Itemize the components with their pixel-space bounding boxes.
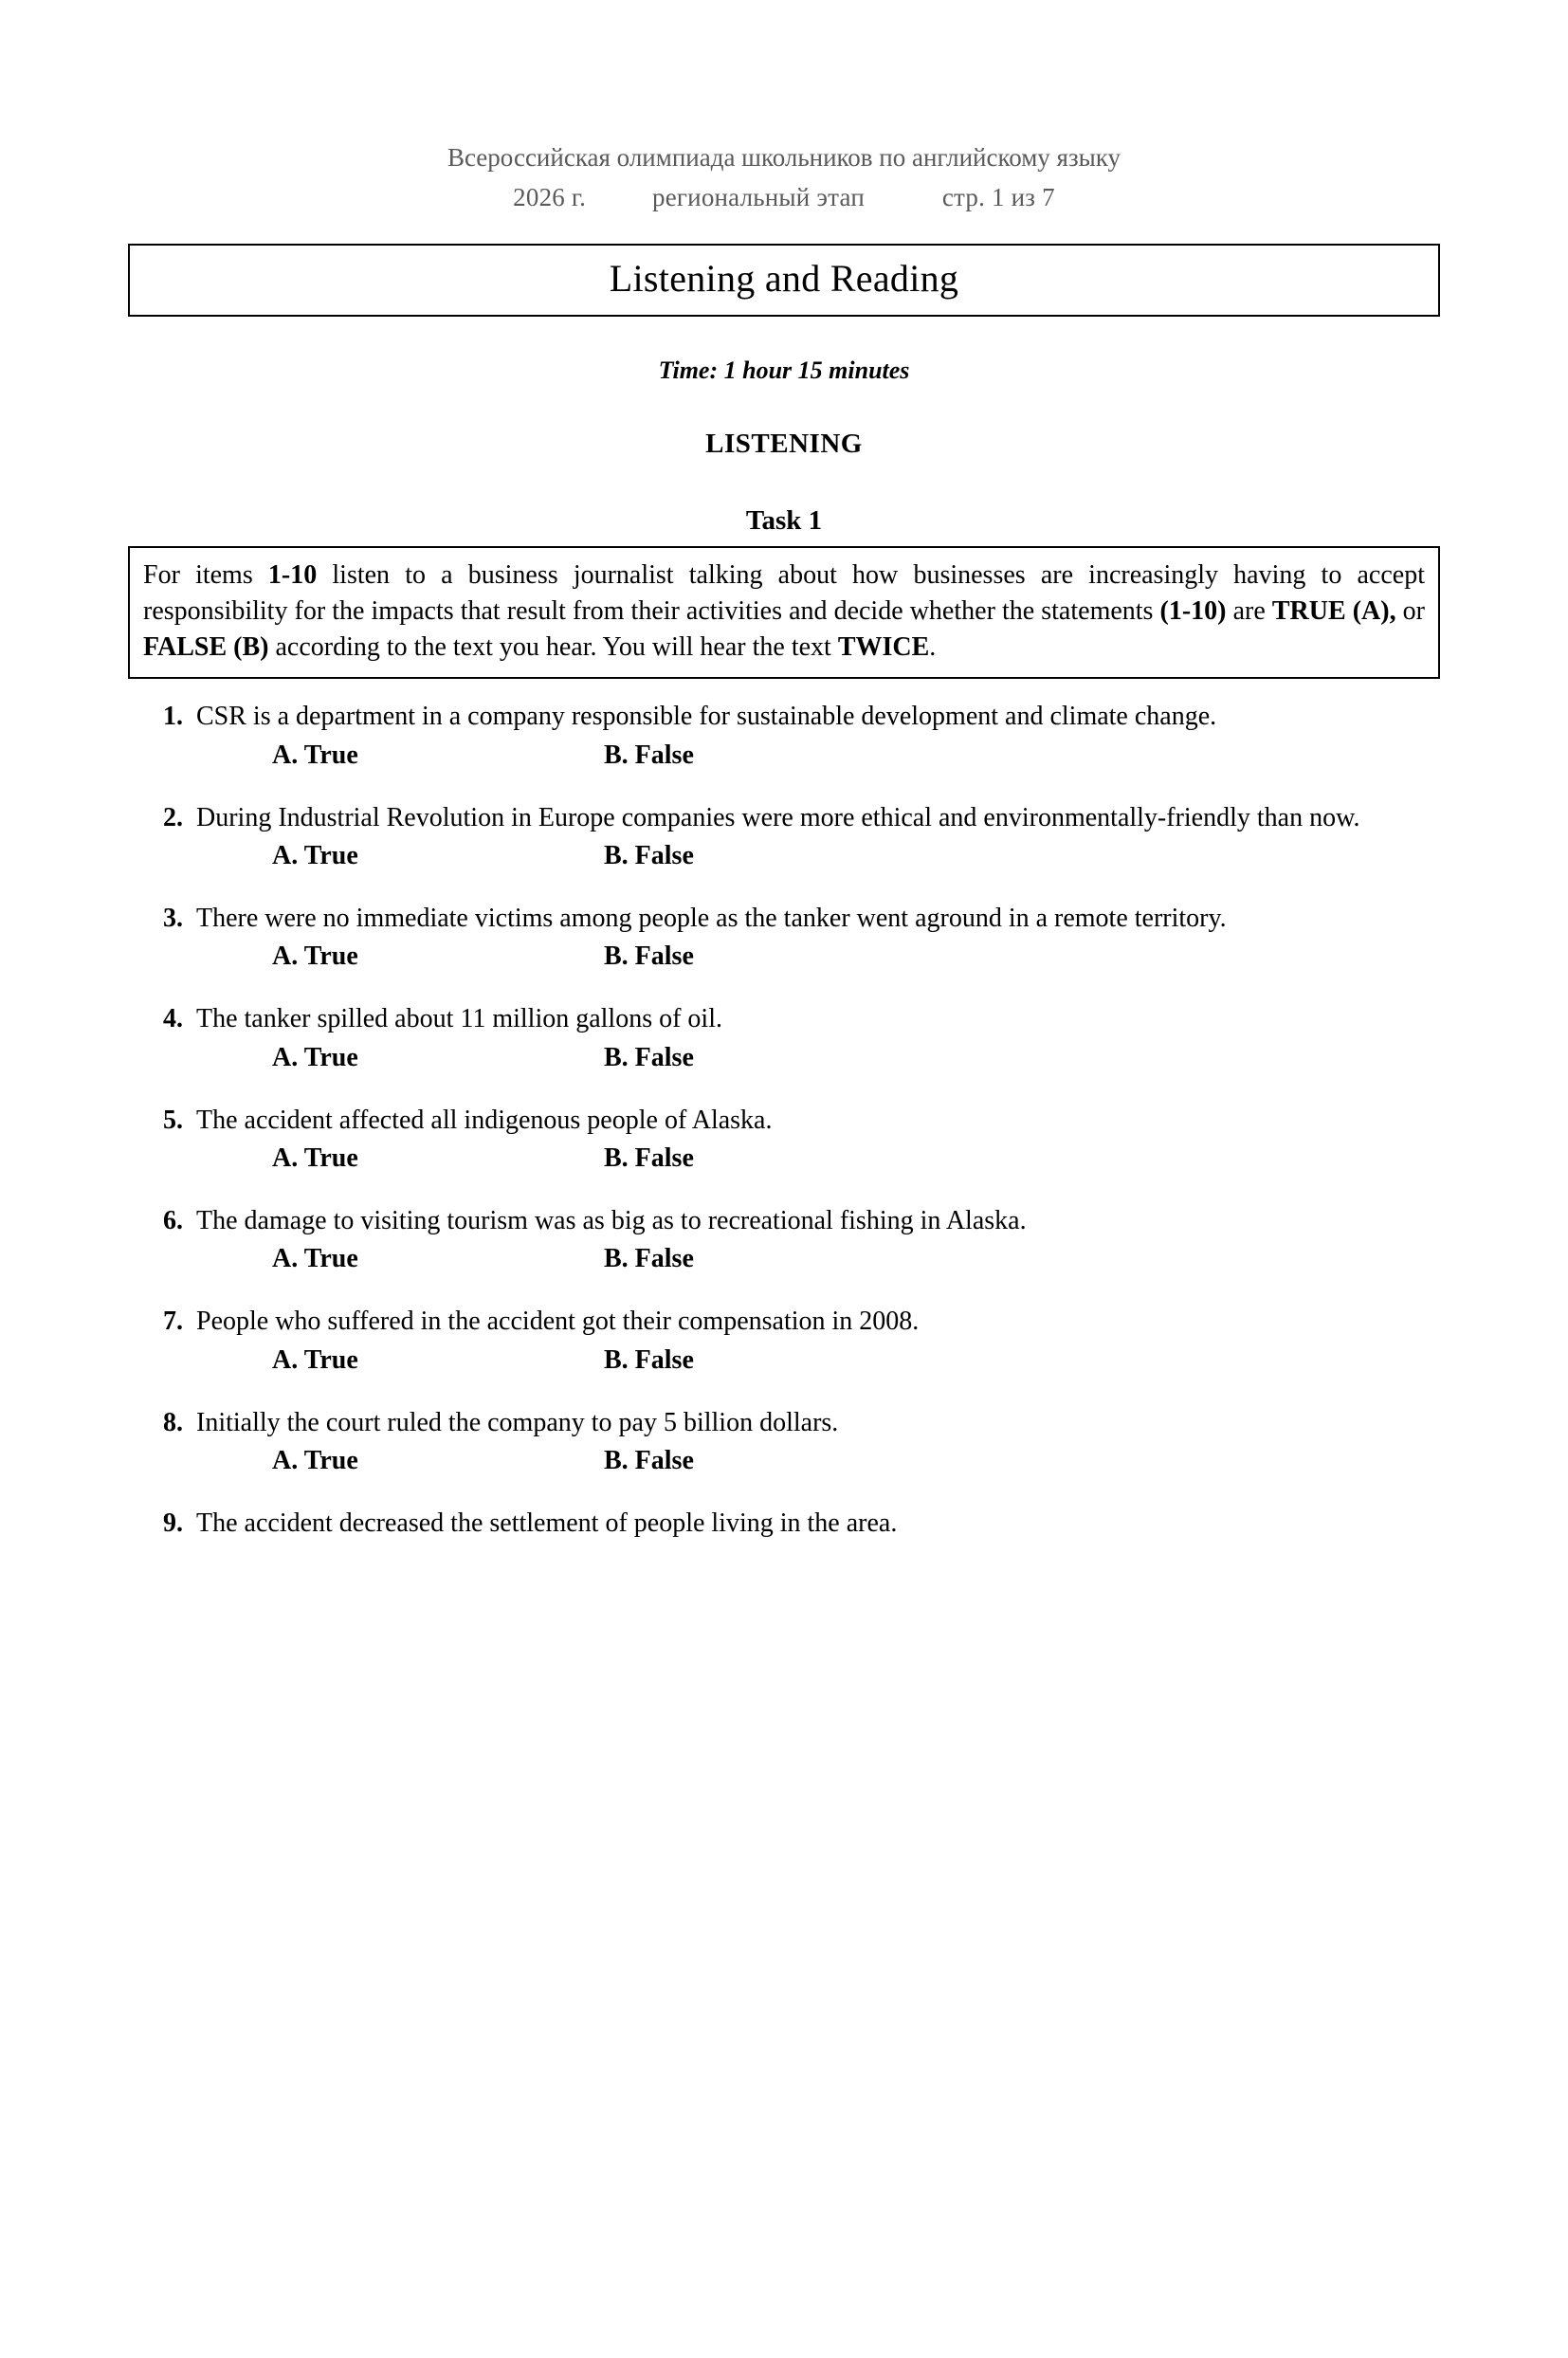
question-item xyxy=(147,1305,1426,1375)
question-text: During Industrial Revolution in Europe companies were more ethical and environmentally-friendly than now. xyxy=(196,802,1360,832)
question-item xyxy=(147,1002,1426,1072)
question-text: The accident decreased the settlement of people living in the area. xyxy=(196,1508,898,1539)
option-b-false[interactable]: B. False xyxy=(604,1143,694,1174)
question-text: CSR is a department in a company responsible for sustainable development and climate change. xyxy=(196,702,1217,732)
option-a-true[interactable]: A. True xyxy=(272,740,358,770)
answer-options xyxy=(196,1244,1426,1274)
question-number: 1. xyxy=(163,702,183,732)
answer-options xyxy=(196,841,1426,871)
instruction-part-2: listen to a business journalist talking about how businesses are increasingly having to accept responsibility for the impacts that result from their activities and decide whether the statements xyxy=(143,559,1425,626)
question-number: 2. xyxy=(163,802,183,832)
question-item xyxy=(147,902,1426,972)
option-b-false[interactable]: B. False xyxy=(604,1344,694,1375)
header-stage: региональный этап xyxy=(652,183,865,212)
question-list xyxy=(147,700,1426,1542)
question-item xyxy=(147,1104,1426,1174)
answer-options xyxy=(196,1446,1426,1476)
instruction-part-5: according to the text you hear. You will hear the text xyxy=(268,632,838,663)
option-b-false[interactable]: B. False xyxy=(604,740,694,770)
question-number: 7. xyxy=(163,1307,183,1337)
question-number: 9. xyxy=(163,1508,183,1539)
instruction-part-6: . xyxy=(929,632,937,663)
task-instructions xyxy=(128,546,1440,679)
page-header xyxy=(0,140,1568,215)
question-item xyxy=(147,700,1426,770)
document-title-box xyxy=(128,244,1440,317)
question-number: 3. xyxy=(163,903,183,933)
question-text: Initially the court ruled the company to pay 5 billion dollars. xyxy=(196,1407,839,1437)
document-page xyxy=(0,140,1568,2358)
answer-options xyxy=(196,941,1426,972)
option-b-false[interactable]: B. False xyxy=(604,941,694,972)
question-number: 6. xyxy=(163,1206,183,1236)
instruction-part-1: For items xyxy=(143,559,268,590)
question-item xyxy=(147,1507,1426,1541)
header-page-number: стр. 1 из 7 xyxy=(941,183,1055,212)
answer-options xyxy=(196,1345,1426,1376)
instruction-twice-label: TWICE xyxy=(837,632,930,663)
option-b-false[interactable]: B. False xyxy=(604,840,694,870)
instruction-part-3: are xyxy=(1226,595,1272,626)
option-b-false[interactable]: B. False xyxy=(604,1446,694,1476)
question-item xyxy=(147,1204,1426,1274)
header-year: 2026 г. xyxy=(513,183,587,212)
question-text: People who suffered in the accident got their compensation in 2008. xyxy=(196,1307,920,1337)
question-number: 5. xyxy=(163,1105,183,1135)
option-a-true[interactable]: A. True xyxy=(272,1344,358,1375)
section-heading-listening: LISTENING xyxy=(705,428,863,459)
option-a-true[interactable]: A. True xyxy=(272,1143,358,1174)
question-number: 8. xyxy=(163,1407,183,1437)
answer-options xyxy=(196,1143,1426,1174)
question-text: The tanker spilled about 11 million gallons of oil. xyxy=(196,1004,722,1034)
question-text: The damage to visiting tourism was as big as to recreational fishing in Alaska. xyxy=(196,1206,1027,1236)
option-b-false[interactable]: B. False xyxy=(604,1244,694,1274)
answer-options xyxy=(196,740,1426,771)
instruction-items-range: 1-10 xyxy=(267,559,318,590)
instruction-statements-range: (1-10) xyxy=(1159,595,1227,626)
time-allowance: Time: 1 hour 15 minutes xyxy=(658,356,910,384)
question-item xyxy=(147,1406,1426,1476)
instruction-part-4: or xyxy=(1395,595,1426,626)
option-a-true[interactable]: A. True xyxy=(272,941,358,972)
instruction-false-label: FALSE (B) xyxy=(143,632,269,663)
header-meta-line xyxy=(0,180,1568,214)
option-a-true[interactable]: A. True xyxy=(272,1042,358,1072)
option-a-true[interactable]: A. True xyxy=(272,840,358,870)
task-heading: Task 1 xyxy=(745,504,823,536)
option-b-false[interactable]: B. False xyxy=(604,1042,694,1072)
option-a-true[interactable]: A. True xyxy=(272,1446,358,1476)
page-title: Listening and Reading xyxy=(609,256,959,300)
question-number: 4. xyxy=(163,1004,183,1034)
question-text: The accident affected all indigenous people of Alaska. xyxy=(196,1105,773,1135)
answer-options xyxy=(196,1043,1426,1073)
question-item xyxy=(147,801,1426,871)
option-a-true[interactable]: A. True xyxy=(272,1244,358,1274)
header-title-line: Всероссийская олимпиада школьников по английскому языку xyxy=(447,143,1121,172)
instruction-true-label: TRUE (A), xyxy=(1271,595,1396,626)
question-text: There were no immediate victims among people as the tanker went aground in a remote territory. xyxy=(196,903,1227,933)
